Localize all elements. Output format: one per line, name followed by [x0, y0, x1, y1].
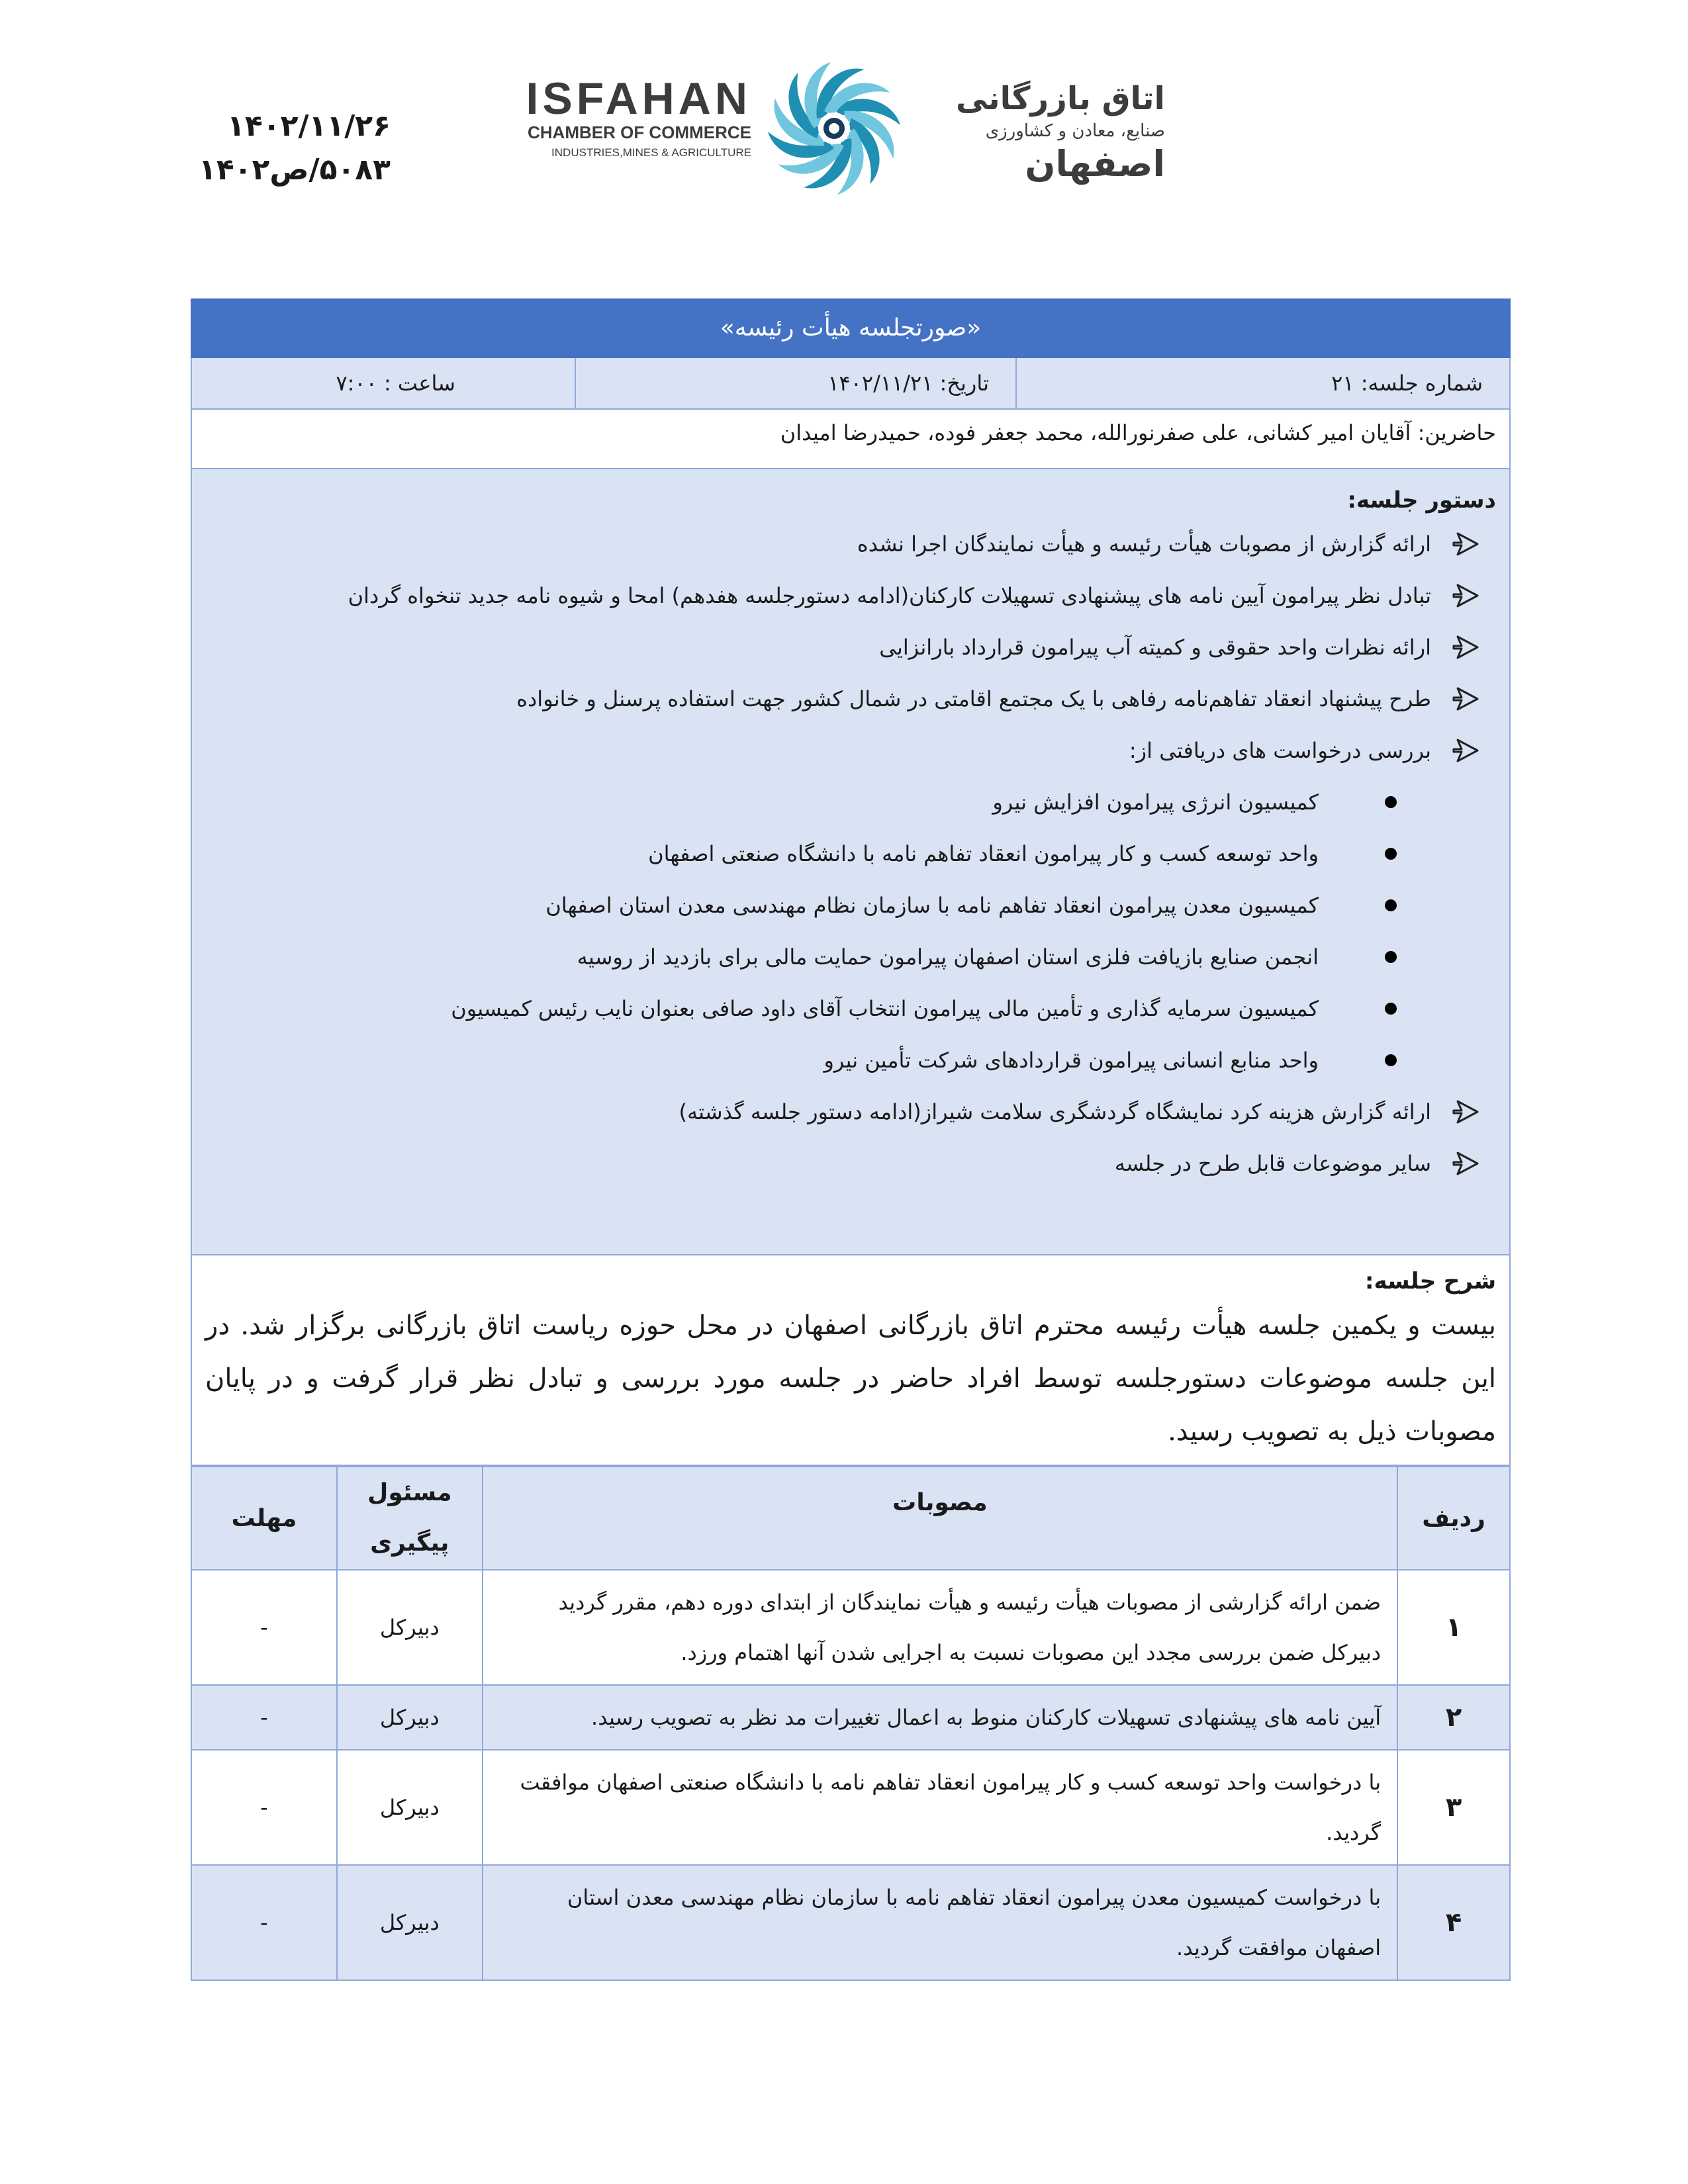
minutes-title: «صورتجلسه هیأت رئیسه» [191, 298, 1511, 358]
agenda-item-text: ارائه نظرات واحد حقوقی و کمیته آب پیرامون قرارداد بارانزایی [879, 635, 1431, 660]
letter-number: ۵۰۸۳/ص۱۴۰۲ [198, 153, 391, 187]
resolution-text: ضمن ارائه گزارشی از مصوبات هیأت رئیسه و هیأت نمایندگان از ابتدای دوره دهم، مقرر گردید دبیرکل ضمن بررسی مجدد این مصوبات نسبت به اجرایی شدن آنها اهتمام ورزد. [483, 1570, 1397, 1685]
resolution-deadline: - [191, 1570, 337, 1685]
description-section [191, 1255, 1511, 1466]
description-heading: شرح جلسه: [1364, 1268, 1496, 1295]
agenda-heading: دستور جلسه: [1347, 487, 1496, 514]
description-text: بیست و یکمین جلسه هیأت رئیسه محترم اتاق بازرگانی اصفهان در محل حوزه ریاست اتاق بازرگانی برگزار شد. در این جلسه موضوعات دستورجلسه توسط افراد حاضر در جلسه مورد بررسی و تبادل نظر قرار گرفت و در پایان مصوبات ذیل به تصویب رسید. [205, 1310, 1496, 1447]
arrow-bullet-icon [1451, 634, 1480, 660]
arrow-bullet-icon [1451, 1150, 1480, 1177]
letter-date: ۱۴۰۲/۱۱/۲۶ [227, 109, 391, 143]
session-date: تاریخ: ۱۴۰۲/۱۱/۲۱ [575, 358, 1015, 408]
agenda-item-text: سایر موضوعات قابل طرح در جلسه [1114, 1151, 1431, 1176]
header-responsible [337, 1467, 483, 1570]
chamber-emblem-icon [761, 56, 907, 201]
resolution-row [191, 1750, 1510, 1865]
agenda-sub-item-text: کمیسیون معدن پیرامون انعقاد تفاهم نامه با سازمان نظام مهندسی معدن استان اصفهان [545, 893, 1319, 918]
resolution-index: ۳ [1397, 1750, 1510, 1865]
resolution-index: ۴ [1397, 1865, 1510, 1980]
agenda-item [205, 1138, 1480, 1189]
resolution-responsible: دبیرکل [337, 1865, 483, 1980]
agenda-item [205, 725, 1480, 776]
agenda-section [191, 469, 1511, 1255]
session-info-row [191, 358, 1511, 410]
resolutions-header-row [191, 1467, 1510, 1570]
resolution-row [191, 1865, 1510, 1980]
agenda-sub-item-text: کمیسیون سرمایه گذاری و تأمین مالی پیرامون انتخاب آقای داود صافی بعنوان نایب رئیس کمیسیون [451, 996, 1319, 1021]
header-responsible-line1: مسئول [367, 1479, 452, 1506]
agenda-item-text: ارائه گزارش هزینه کرد نمایشگاه گردشگری سلامت شیراز(ادامه دستور جلسه گذشته) [679, 1099, 1431, 1124]
resolution-row [191, 1570, 1510, 1685]
agenda-item [205, 570, 1480, 621]
logo-en-line3: INDUSTRIES,MINES & AGRICULTURE [551, 146, 751, 159]
header-deadline: مهلت [191, 1467, 337, 1570]
agenda-item-text: طرح پیشنهاد انعقاد تفاهم‌نامه رفاهی با یک مجتمع اقامتی در شمال کشور جهت استفاده پرسنل و خانواده [516, 686, 1431, 711]
logo-fa-line2: صنایع، معادن و کشاورزی [985, 121, 1165, 141]
resolution-text: با درخواست واحد توسعه کسب و کار پیرامون انعقاد تفاهم نامه با دانشگاه صنعتی اصفهان موافقت گردید. [483, 1750, 1397, 1865]
bullet-dot-icon [1385, 951, 1397, 963]
agenda-item [205, 1086, 1480, 1138]
header-resolution: مصوبات [483, 1467, 1397, 1570]
logo-en-line2: CHAMBER OF COMMERCE [528, 122, 751, 142]
agenda-sub-item-text: انجمن صنایع بازیافت فلزی استان اصفهان پیرامون حمایت مالی برای بازدید از روسیه [577, 944, 1319, 970]
session-number: شماره جلسه: ۲۱ [1015, 358, 1509, 408]
resolution-index: ۱ [1397, 1570, 1510, 1685]
header-index: ردیف [1397, 1467, 1510, 1570]
resolution-deadline: - [191, 1685, 337, 1750]
resolution-deadline: - [191, 1865, 337, 1980]
logo-persian-text [914, 79, 1165, 184]
logo-en-line1: ISFAHAN [526, 73, 751, 124]
agenda-item [205, 621, 1480, 673]
resolution-text: با درخواست کمیسیون معدن پیرامون انعقاد تفاهم نامه با سازمان نظام مهندسی معدن استان اصفهان موافقت گردید. [483, 1865, 1397, 1980]
logo-fa-line3: اصفهان [1025, 143, 1165, 185]
agenda-item-text: بررسی درخواست های دریافتی از: [1129, 738, 1431, 763]
agenda-item-text: تبادل نظر پیرامون آیین نامه های پیشنهادی تسهیلات کارکنان(ادامه دستورجلسه هفدهم) امحا و شیوه نامه جدید تنخواه گردان [348, 583, 1431, 608]
minutes-sheet [191, 298, 1511, 1981]
agenda-sub-item [205, 880, 1397, 931]
arrow-bullet-icon [1451, 1099, 1480, 1125]
bullet-dot-icon [1385, 848, 1397, 860]
agenda-sub-item-text: واحد منابع انسانی پیرامون قراردادهای شرکت تأمین نیرو [823, 1048, 1319, 1073]
resolutions-table [191, 1466, 1511, 1981]
agenda-sub-item-text: واحد توسعه کسب و کار پیرامون انعقاد تفاهم نامه با دانشگاه صنعتی اصفهان [648, 841, 1319, 866]
resolution-responsible: دبیرکل [337, 1685, 483, 1750]
logo-english-text [523, 75, 751, 163]
resolution-deadline: - [191, 1750, 337, 1865]
bullet-dot-icon [1385, 1003, 1397, 1015]
bullet-dot-icon [1385, 899, 1397, 911]
agenda-sub-item [205, 983, 1397, 1034]
agenda-item-text: ارائه گزارش از مصوبات هیأت رئیسه و هیأت نمایندگان اجرا نشده [857, 531, 1431, 557]
arrow-bullet-icon [1451, 737, 1480, 764]
agenda-sub-item [205, 1034, 1397, 1086]
resolution-text: آیین نامه های پیشنهادی تسهیلات کارکنان منوط به اعمال تغییرات مد نظر به تصویب رسید. [483, 1685, 1397, 1750]
letter-reference [192, 105, 391, 192]
resolution-index: ۲ [1397, 1685, 1510, 1750]
arrow-bullet-icon [1451, 582, 1480, 609]
agenda-item [205, 673, 1480, 725]
agenda-sub-item [205, 828, 1397, 880]
logo-fa-line1: اتاق بازرگانی [956, 80, 1165, 117]
session-time: ساعت : ۷:۰۰ [336, 371, 455, 396]
arrow-bullet-icon [1451, 531, 1480, 557]
bullet-dot-icon [1385, 796, 1397, 808]
agenda-sub-item [205, 931, 1397, 983]
agenda-item [205, 518, 1480, 570]
resolution-responsible: دبیرکل [337, 1750, 483, 1865]
agenda-sub-item [205, 776, 1397, 828]
arrow-bullet-icon [1451, 686, 1480, 712]
attendees-row [191, 410, 1511, 469]
agenda-sub-item-text: کمیسیون انرژی پیرامون افزایش نیرو [992, 790, 1319, 815]
resolution-responsible: دبیرکل [337, 1570, 483, 1685]
chamber-logo [523, 56, 1165, 201]
header-responsible-line2: پیگیری [370, 1529, 449, 1557]
attendees-text: حاضرین: آقایان امیر کشانی، علی صفرنورالله، محمد جعفر فوده، حمیدرضا امیدان [780, 420, 1496, 445]
resolution-row [191, 1685, 1510, 1750]
bullet-dot-icon [1385, 1054, 1397, 1066]
